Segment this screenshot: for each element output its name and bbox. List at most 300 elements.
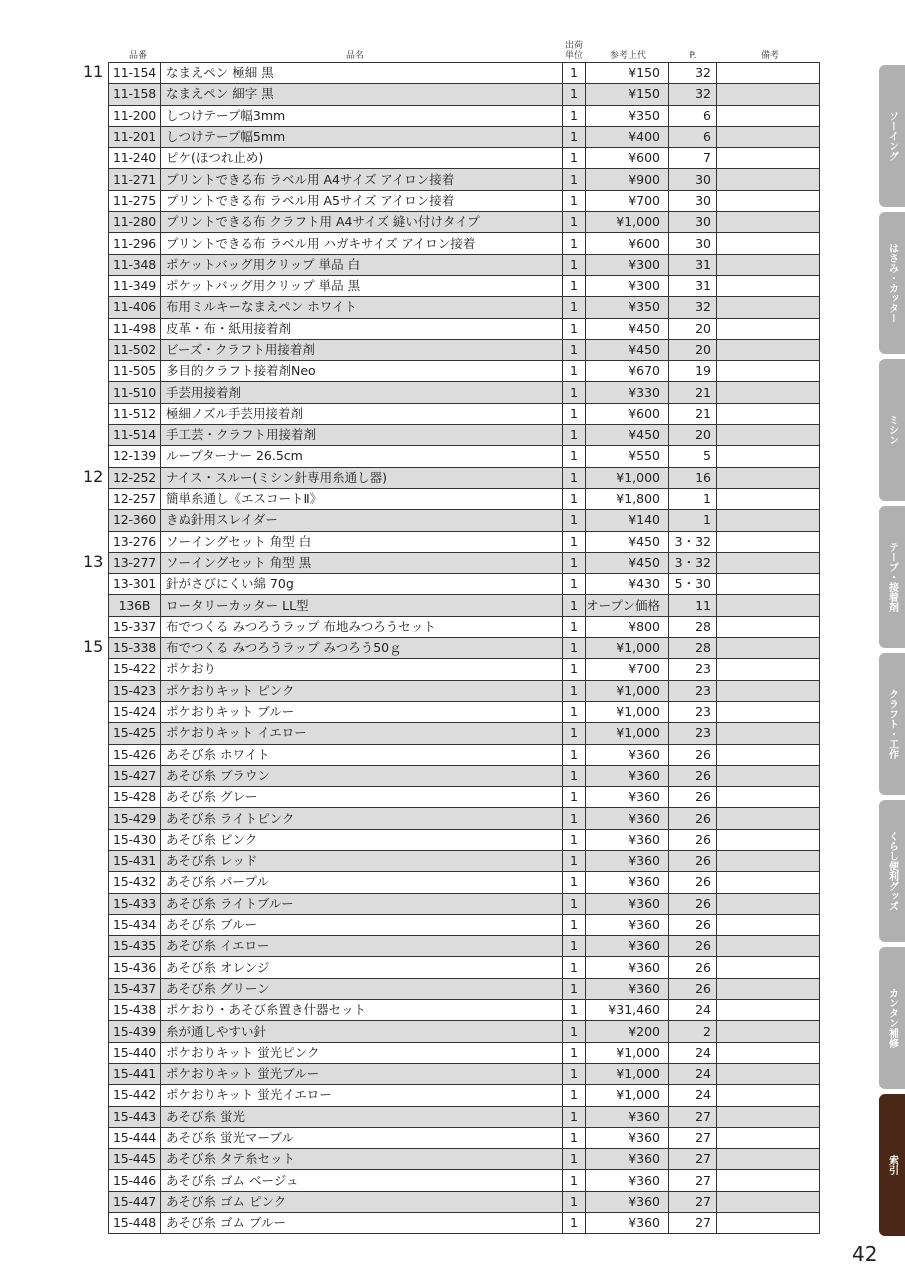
cell-code: 13-276 (109, 531, 161, 552)
side-tab-5[interactable]: くらし便利グッズ (879, 800, 905, 942)
cell-code: 15-438 (109, 1000, 161, 1021)
cell-code: 15-439 (109, 1021, 161, 1042)
table-row (109, 488, 820, 509)
cell-code: 15-426 (109, 744, 161, 765)
side-tab-4[interactable]: クラフト・工作 (879, 653, 905, 795)
cell-code: 15-425 (109, 723, 161, 744)
cell-name: あそび糸 蛍光マーブル (161, 1127, 563, 1148)
header-page: P. (689, 51, 697, 61)
cell-page: 27 (669, 1170, 717, 1191)
cell-page: 16 (669, 467, 717, 488)
cell-name: きぬ針用スレイダー (161, 510, 563, 531)
cell-price: ¥200 (586, 1021, 669, 1042)
table-body (109, 63, 820, 1234)
cell-page: 32 (669, 63, 717, 84)
cell-page: 26 (669, 872, 717, 893)
table-row (109, 63, 820, 84)
cell-name: ピケ(ほつれ止め) (161, 148, 563, 169)
cell-unit: 1 (563, 978, 586, 999)
cell-code: 15-447 (109, 1191, 161, 1212)
table-row (109, 787, 820, 808)
cell-price: ¥360 (586, 936, 669, 957)
cell-note (717, 190, 820, 211)
cell-price: ¥360 (586, 893, 669, 914)
table-row (109, 1170, 820, 1191)
cell-page: 11 (669, 595, 717, 616)
cell-name: なまえペン 極細 黒 (161, 63, 563, 84)
cell-page: 23 (669, 659, 717, 680)
cell-name: あそび糸 ブラウン (161, 765, 563, 786)
cell-page: 26 (669, 787, 717, 808)
cell-unit: 1 (563, 1085, 586, 1106)
cell-page: 32 (669, 297, 717, 318)
cell-name: 簡単糸通し《エスコートⅡ》 (161, 488, 563, 509)
cell-note (717, 1127, 820, 1148)
cell-price: ¥600 (586, 148, 669, 169)
cell-code: 15-338 (109, 638, 161, 659)
cell-unit: 1 (563, 1127, 586, 1148)
cell-note (717, 105, 820, 126)
cell-page: 19 (669, 361, 717, 382)
cell-name: プリントできる布 クラフト用 A4サイズ 縫い付けタイプ (161, 212, 563, 233)
cell-unit: 1 (563, 1063, 586, 1084)
cell-unit: 1 (563, 1213, 586, 1234)
cell-price: ¥360 (586, 1191, 669, 1212)
cell-page: 24 (669, 1085, 717, 1106)
cell-unit: 1 (563, 361, 586, 382)
cell-page: 21 (669, 403, 717, 424)
cell-unit: 1 (563, 829, 586, 850)
table-row (109, 808, 820, 829)
cell-price: ¥360 (586, 957, 669, 978)
cell-unit: 1 (563, 1000, 586, 1021)
cell-note (717, 850, 820, 871)
cell-name: 針がさびにくい綿 70g (161, 574, 563, 595)
table-row (109, 552, 820, 573)
cell-note (717, 680, 820, 701)
cell-unit: 1 (563, 765, 586, 786)
cell-page: 24 (669, 1000, 717, 1021)
cell-unit: 1 (563, 659, 586, 680)
cell-note (717, 765, 820, 786)
cell-price: ¥1,800 (586, 488, 669, 509)
cell-unit: 1 (563, 914, 586, 935)
cell-note (717, 1106, 820, 1127)
cell-price: ¥360 (586, 1127, 669, 1148)
cell-name: しつけテープ幅5mm (161, 126, 563, 147)
cell-name: 糸が通しやすい針 (161, 1021, 563, 1042)
cell-note (717, 701, 820, 722)
table-row (109, 1063, 820, 1084)
cell-code: 12-360 (109, 510, 161, 531)
table-row (109, 361, 820, 382)
cell-code: 15-423 (109, 680, 161, 701)
header-unit-top: 出荷 (564, 41, 583, 51)
table-row (109, 957, 820, 978)
cell-code: 15-441 (109, 1063, 161, 1084)
cell-price: ¥330 (586, 382, 669, 403)
table-row (109, 893, 820, 914)
group-number: 11 (83, 62, 104, 81)
cell-unit: 1 (563, 1149, 586, 1170)
cell-name: 手芸用接着剤 (161, 382, 563, 403)
cell-name: あそび糸 ライトブルー (161, 893, 563, 914)
cell-price: ¥360 (586, 1213, 669, 1234)
cell-code: 11-510 (109, 382, 161, 403)
cell-unit: 1 (563, 275, 586, 296)
cell-name: あそび糸 ゴム ピンク (161, 1191, 563, 1212)
table-row (109, 148, 820, 169)
cell-name: 布でつくる みつろうラップ みつろう50ｇ (161, 638, 563, 659)
cell-page: 23 (669, 701, 717, 722)
cell-unit: 1 (563, 936, 586, 957)
cell-price: ¥600 (586, 403, 669, 424)
cell-price: ¥300 (586, 275, 669, 296)
cell-unit: 1 (563, 84, 586, 105)
cell-code: 15-428 (109, 787, 161, 808)
cell-price: ¥700 (586, 190, 669, 211)
header-price: 参考上代 (609, 51, 646, 61)
header-code: 品番 (128, 51, 147, 61)
cell-code: 13-301 (109, 574, 161, 595)
cell-page: 3・32 (669, 531, 717, 552)
cell-price: ¥450 (586, 425, 669, 446)
cell-name: 多目的クラフト接着剤Neo (161, 361, 563, 382)
cell-page: 26 (669, 765, 717, 786)
cell-unit: 1 (563, 148, 586, 169)
header-unit-bottom: 単位 (564, 51, 583, 61)
cell-code: 11-240 (109, 148, 161, 169)
cell-unit: 1 (563, 318, 586, 339)
table-row (109, 105, 820, 126)
table-row (109, 1000, 820, 1021)
cell-price: ¥360 (586, 808, 669, 829)
cell-price: ¥360 (586, 872, 669, 893)
table-row (109, 595, 820, 616)
group-number: 12 (83, 466, 104, 486)
cell-name: ポケおり・あそび糸置き什器セット (161, 1000, 563, 1021)
cell-note (717, 1191, 820, 1212)
cell-page: 21 (669, 382, 717, 403)
cell-note (717, 63, 820, 84)
cell-note (717, 1170, 820, 1191)
cell-unit: 1 (563, 425, 586, 446)
table-row (109, 190, 820, 211)
cell-unit: 1 (563, 808, 586, 829)
cell-code: 15-443 (109, 1106, 161, 1127)
side-tab-0[interactable]: ソーイング (879, 65, 905, 207)
cell-code: 12-139 (109, 446, 161, 467)
cell-unit: 1 (563, 872, 586, 893)
side-tab-7[interactable]: 索引 (879, 1094, 905, 1236)
cell-code: 11-349 (109, 275, 161, 296)
cell-price: ¥450 (586, 318, 669, 339)
cell-note (717, 1000, 820, 1021)
cell-unit: 1 (563, 616, 586, 637)
cell-name: 手工芸・クラフト用接着剤 (161, 425, 563, 446)
cell-page: 27 (669, 1127, 717, 1148)
cell-note (717, 829, 820, 850)
cell-code: 15-424 (109, 701, 161, 722)
table-row (109, 744, 820, 765)
cell-page: 5・30 (669, 574, 717, 595)
side-tab-1[interactable]: はさみ・カッター (879, 212, 905, 354)
cell-unit: 1 (563, 574, 586, 595)
cell-code: 11-200 (109, 105, 161, 126)
cell-name: ポケおり (161, 659, 563, 680)
table-row (109, 467, 820, 488)
cell-price: ¥550 (586, 446, 669, 467)
cell-page: 26 (669, 744, 717, 765)
cell-note (717, 318, 820, 339)
side-tab-2[interactable]: ミシン (879, 359, 905, 501)
cell-code: 11-280 (109, 212, 161, 233)
table-row (109, 723, 820, 744)
cell-page: 26 (669, 957, 717, 978)
cell-price: ¥450 (586, 339, 669, 360)
cell-name: あそび糸 ホワイト (161, 744, 563, 765)
cell-price: ¥450 (586, 552, 669, 573)
cell-unit: 1 (563, 552, 586, 573)
cell-note (717, 1063, 820, 1084)
cell-note (717, 574, 820, 595)
product-table (108, 62, 819, 1234)
cell-page: 23 (669, 680, 717, 701)
cell-unit: 1 (563, 638, 586, 659)
cell-page: 2 (669, 1021, 717, 1042)
cell-unit: 1 (563, 297, 586, 318)
cell-name: あそび糸 レッド (161, 850, 563, 871)
table-row (109, 425, 820, 446)
table-row (109, 680, 820, 701)
cell-code: 15-446 (109, 1170, 161, 1191)
cell-price: ¥350 (586, 297, 669, 318)
cell-code: 11-505 (109, 361, 161, 382)
cell-name: あそび糸 イエロー (161, 936, 563, 957)
cell-price: ¥1,000 (586, 212, 669, 233)
cell-unit: 1 (563, 787, 586, 808)
cell-note (717, 1149, 820, 1170)
cell-unit: 1 (563, 212, 586, 233)
cell-name: ポケットバッグ用クリップ 単品 黒 (161, 275, 563, 296)
cell-price: ¥1,000 (586, 1085, 669, 1106)
cell-price: ¥700 (586, 659, 669, 680)
cell-name: 皮革・布・紙用接着剤 (161, 318, 563, 339)
cell-code: 11-348 (109, 254, 161, 275)
cell-name: ポケおりキット イエロー (161, 723, 563, 744)
cell-page: 5 (669, 446, 717, 467)
cell-code: 15-440 (109, 1042, 161, 1063)
cell-price: ¥1,000 (586, 1063, 669, 1084)
cell-note (717, 723, 820, 744)
cell-unit: 1 (563, 595, 586, 616)
cell-code: 15-434 (109, 914, 161, 935)
cell-name: ナイス・スルー(ミシン針専用糸通し器) (161, 467, 563, 488)
cell-unit: 1 (563, 1021, 586, 1042)
cell-note (717, 169, 820, 190)
cell-code: 15-444 (109, 1127, 161, 1148)
cell-unit: 1 (563, 403, 586, 424)
cell-page: 26 (669, 829, 717, 850)
table-row (109, 297, 820, 318)
cell-unit: 1 (563, 254, 586, 275)
cell-note (717, 84, 820, 105)
cell-unit: 1 (563, 1106, 586, 1127)
side-tab-3[interactable]: テープ・接着剤 (879, 506, 905, 648)
cell-price: ¥1,000 (586, 701, 669, 722)
cell-code: 11-296 (109, 233, 161, 254)
cell-price: ¥150 (586, 63, 669, 84)
table-row (109, 936, 820, 957)
cell-unit: 1 (563, 382, 586, 403)
cell-code: 15-430 (109, 829, 161, 850)
cell-unit: 1 (563, 1191, 586, 1212)
cell-code: 15-437 (109, 978, 161, 999)
cell-unit: 1 (563, 531, 586, 552)
cell-name: あそび糸 蛍光 (161, 1106, 563, 1127)
cell-name: なまえペン 細字 黒 (161, 84, 563, 105)
cell-page: 1 (669, 510, 717, 531)
cell-name: 布用ミルキーなまえペン ホワイト (161, 297, 563, 318)
cell-note (717, 467, 820, 488)
cell-name: プリントできる布 ラベル用 ハガキサイズ アイロン接着 (161, 233, 563, 254)
table-row (109, 574, 820, 595)
table-row (109, 1085, 820, 1106)
cell-page: 27 (669, 1213, 717, 1234)
cell-name: 布でつくる みつろうラップ 布地みつろうセット (161, 616, 563, 637)
cell-name: プリントできる布 ラベル用 A4サイズ アイロン接着 (161, 169, 563, 190)
cell-price: ¥360 (586, 1170, 669, 1191)
table-row (109, 850, 820, 871)
cell-code: 11-502 (109, 339, 161, 360)
table-row (109, 1042, 820, 1063)
table-row (109, 914, 820, 935)
cell-name: ポケットバッグ用クリップ 単品 白 (161, 254, 563, 275)
cell-name: ループターナー 26.5cm (161, 446, 563, 467)
cell-price: オープン価格 (586, 595, 669, 616)
cell-unit: 1 (563, 957, 586, 978)
cell-note (717, 552, 820, 573)
cell-unit: 1 (563, 467, 586, 488)
table-row (109, 978, 820, 999)
cell-page: 26 (669, 808, 717, 829)
cell-note (717, 233, 820, 254)
cell-code: 11-406 (109, 297, 161, 318)
side-tab-6[interactable]: カンタン補修 (879, 947, 905, 1089)
cell-name: あそび糸 パープル (161, 872, 563, 893)
cell-note (717, 275, 820, 296)
cell-note (717, 659, 820, 680)
cell-unit: 1 (563, 488, 586, 509)
cell-code: 11-275 (109, 190, 161, 211)
cell-code: 11-158 (109, 84, 161, 105)
cell-note (717, 914, 820, 935)
cell-name: ソーイングセット 角型 白 (161, 531, 563, 552)
cell-page: 31 (669, 254, 717, 275)
cell-note (717, 425, 820, 446)
cell-note (717, 339, 820, 360)
cell-page: 24 (669, 1042, 717, 1063)
table-row (109, 84, 820, 105)
table-row (109, 382, 820, 403)
cell-page: 20 (669, 339, 717, 360)
table-row (109, 659, 820, 680)
cell-name: あそび糸 ゴム ベージュ (161, 1170, 563, 1191)
cell-price: ¥670 (586, 361, 669, 382)
cell-page: 27 (669, 1149, 717, 1170)
cell-name: ポケおりキット 蛍光ピンク (161, 1042, 563, 1063)
table-row (109, 510, 820, 531)
table-row (109, 1149, 820, 1170)
cell-name: ポケおりキット 蛍光ブルー (161, 1063, 563, 1084)
cell-code: 15-445 (109, 1149, 161, 1170)
cell-page: 32 (669, 84, 717, 105)
cell-unit: 1 (563, 723, 586, 744)
cell-note (717, 212, 820, 233)
cell-code: 15-432 (109, 872, 161, 893)
table-row (109, 212, 820, 233)
table-row (109, 1106, 820, 1127)
cell-price: ¥360 (586, 914, 669, 935)
header-unit (560, 41, 588, 61)
cell-page: 6 (669, 105, 717, 126)
cell-unit: 1 (563, 105, 586, 126)
cell-code: 15-435 (109, 936, 161, 957)
cell-price: ¥1,000 (586, 1042, 669, 1063)
cell-page: 1 (669, 488, 717, 509)
cell-note (717, 510, 820, 531)
cell-page: 30 (669, 190, 717, 211)
table-row (109, 1021, 820, 1042)
cell-page: 31 (669, 275, 717, 296)
cell-name: ポケおりキット 蛍光イエロー (161, 1085, 563, 1106)
cell-price: ¥360 (586, 787, 669, 808)
cell-page: 24 (669, 1063, 717, 1084)
header-name: 品名 (345, 51, 364, 61)
table-row (109, 275, 820, 296)
cell-price: ¥140 (586, 510, 669, 531)
cell-name: ビーズ・クラフト用接着剤 (161, 339, 563, 360)
cell-unit: 1 (563, 893, 586, 914)
cell-price: ¥800 (586, 616, 669, 637)
cell-price: ¥900 (586, 169, 669, 190)
cell-note (717, 638, 820, 659)
cell-note (717, 382, 820, 403)
table-row (109, 254, 820, 275)
cell-page: 23 (669, 723, 717, 744)
cell-price: ¥150 (586, 84, 669, 105)
cell-code: 11-512 (109, 403, 161, 424)
cell-note (717, 872, 820, 893)
cell-page: 26 (669, 914, 717, 935)
page-number: 42 (852, 1242, 878, 1266)
cell-name: プリントできる布 ラベル用 A5サイズ アイロン接着 (161, 190, 563, 211)
cell-note (717, 787, 820, 808)
table-row (109, 126, 820, 147)
cell-code: 11-154 (109, 63, 161, 84)
table-row (109, 531, 820, 552)
cell-page: 26 (669, 850, 717, 871)
cell-unit: 1 (563, 233, 586, 254)
cell-note (717, 957, 820, 978)
cell-unit: 1 (563, 339, 586, 360)
cell-name: あそび糸 ブルー (161, 914, 563, 935)
cell-price: ¥1,000 (586, 638, 669, 659)
cell-code: 15-337 (109, 616, 161, 637)
table-row (109, 1127, 820, 1148)
cell-price: ¥360 (586, 744, 669, 765)
cell-note (717, 126, 820, 147)
